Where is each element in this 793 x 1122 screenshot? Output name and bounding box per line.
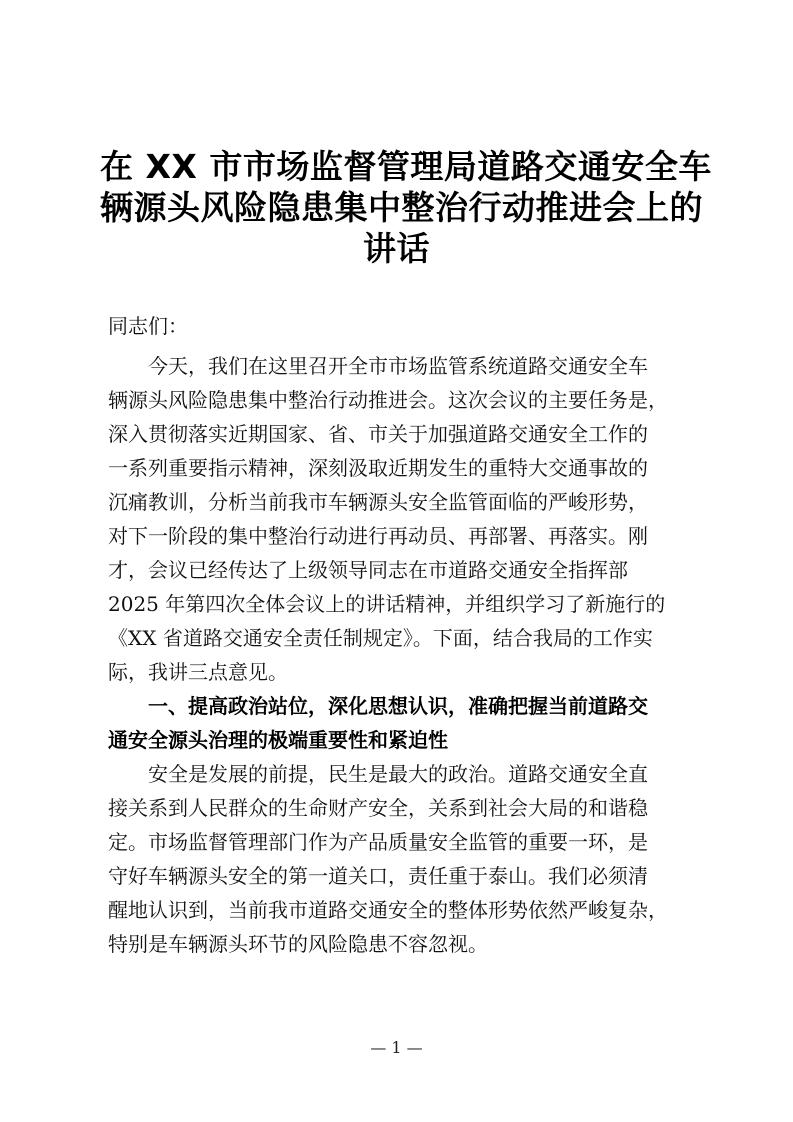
document-body [108,309,688,961]
paragraph-line: 辆源头风险隐患集中整治行动推进会。这次会议的主要任务是， [108,388,668,412]
paragraph-section-1 [108,757,688,961]
paragraph-line: 际，我讲三点意见。 [108,660,288,684]
paragraph-intro [108,349,688,689]
heading-line: 通安全源头治理的极端重要性和紧迫性 [108,728,448,752]
document-title [100,146,712,269]
title-line: 在 XX 市市场监督管理局道路交通安全车 [100,147,712,186]
title-line: 辆源头风险隐患集中整治行动推进会上的 [100,188,703,227]
paragraph-line: 今天，我们在这里召开全市市场监管系统道路交通安全车 [148,354,648,378]
title-line: 讲话 [363,229,430,268]
paragraph-line: 安全是发展的前提，民生是最大的政治。道路交通安全直 [148,762,648,786]
paragraph-line: 才，会议已经传达了上级领导同志在市道路交通安全指挥部 [108,558,628,582]
salutation: 同志们： [108,314,188,338]
paragraph-line: 特别是车辆源头环节的风险隐患不容忽视。 [108,932,488,956]
paragraph-line: 《XX 省道路交通安全责任制规定》。下面，结合我局的工作实 [108,626,653,650]
paragraph-line: 沉痛教训，分析当前我市车辆源头安全监管面临的严峻形势， [108,490,648,514]
paragraph-line: 深入贯彻落实近期国家、省、市关于加强道路交通安全工作的 [108,422,648,446]
paragraph-line: 一系列重要指示精神，深刻汲取近期发生的重特大交通事故的 [108,456,648,480]
paragraph-line: 2025 年第四次全体会议上的讲话精神，并组织学习了新施行的 [108,592,666,616]
paragraph-line: 醒地认识到，当前我市道路交通安全的整体形势依然严峻复杂， [108,898,668,922]
page-number: — 1 — [370,1038,423,1057]
heading-line: 一、提高政治站位，深化思想认识，准确把握当前道路交 [148,694,648,718]
paragraph-line: 定。市场监督管理部门作为产品质量安全监管的重要一环，是 [108,830,648,854]
paragraph-line: 守好车辆源头安全的第一道关口，责任重于泰山。我们必须清 [108,864,648,888]
paragraph-line: 对下一阶段的集中整治行动进行再动员、再部署、再落实。刚 [108,524,648,548]
section-heading-1 [108,689,688,757]
paragraph-line: 接关系到人民群众的生命财产安全，关系到社会大局的和谐稳 [108,796,648,820]
